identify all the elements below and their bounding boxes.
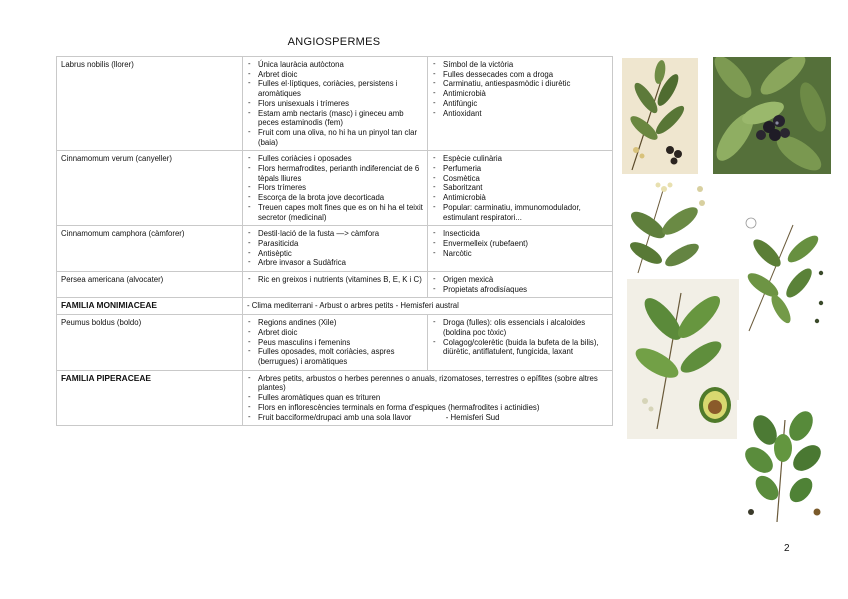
list-item: - Envermelleix (rubefaent) (432, 239, 608, 249)
family-piperaceae-last (247, 413, 608, 423)
species-traits-cell (243, 226, 428, 272)
family-piperaceae-list (247, 374, 608, 413)
list-item: - Antimicrobià (432, 89, 608, 99)
table-row (57, 151, 613, 226)
list-item: - Fulles aromàtiques quan es trituren (247, 393, 608, 403)
list-item: - Destil·lació de la fusta —> càmfora (247, 229, 423, 239)
peumus-uses-cell (428, 315, 613, 371)
table-row (57, 370, 613, 426)
list-item: - Perfumeria (432, 164, 608, 174)
peumus-traits-cell (243, 315, 428, 371)
list-item: - Antimicrobià (432, 193, 608, 203)
list-item: - Narcòtic (432, 249, 608, 259)
list-item: - Espècie culinària (432, 154, 608, 164)
peumus-uses-list (432, 318, 608, 357)
species-table-body (57, 57, 613, 298)
list-item: - Flors trímeres (247, 183, 423, 193)
list-item: - Flors unisexuals i trímeres (247, 99, 423, 109)
species-name: Cinnamomum camphora (càmforer) (57, 226, 243, 272)
table-row (57, 57, 613, 151)
family-monimiaceae-summary: - Clima mediterrani - Arbust o arbres petits - Hemisferi austral (243, 298, 613, 315)
list-item: - Colagog/colerètic (buida la bufeta de la bilis), diürètic, antiflatulent, fungicida, laxant (432, 338, 608, 357)
page-number: 2 (784, 543, 790, 554)
list-item: - Propietats afrodisíaques (432, 285, 608, 295)
list-item: - Carminatiu, antiespasmòdic i diurètic (432, 79, 608, 89)
species-name: Cinnamomum verum (canyeller) (57, 151, 243, 226)
laurel-illustration (622, 58, 698, 174)
list-item: - Popular: carminatiu, immunomodulador, estimulant respiratori... (432, 203, 608, 222)
list-item: - Peus masculins i femenins (247, 338, 423, 348)
families-table-body (57, 298, 613, 426)
camphor-illustration (737, 213, 833, 333)
list-item: - Fruit com una oliva, no hi ha un pinyol tan clar (baia) (247, 128, 423, 147)
species-traits-cell (243, 151, 428, 226)
table-row (57, 226, 613, 272)
species-name: Persea americana (alvocater) (57, 272, 243, 298)
list-item: - Única lauràcia autòctona (247, 60, 423, 70)
species-traits-list (247, 229, 423, 268)
table-row (57, 272, 613, 298)
list-item: - Símbol de la victòria (432, 60, 608, 70)
list-item: - Arbre invasor a Sudàfrica (247, 258, 423, 268)
list-item: - Treuen capes molt fines que es on hi ha el teixit secretor (medicinal) (247, 203, 423, 222)
list-item: - Arbret dioic (247, 70, 423, 80)
list-item: - Antisèptic (247, 249, 423, 259)
species-traits-list (247, 60, 423, 147)
species-table (56, 56, 613, 426)
species-name: Labrus nobilis (llorer) (57, 57, 243, 151)
list-item: - Flors en inflorescències terminals en forma d'espiques (hermafrodites i actinidies) (247, 403, 608, 413)
list-item: - Fulles oposades, molt coriàcies, aspres (berrugues) i aromàtiques (247, 347, 423, 366)
list-item: - Escorça de la brota jove decorticada (247, 193, 423, 203)
piperaceae-fruit: Fruit bacciforme/drupaci amb una sola llavor (258, 412, 412, 422)
family-piperaceae-cell (243, 370, 613, 426)
avocado-illustration (627, 279, 739, 439)
list-item: - Fulles coriàcies i oposades (247, 154, 423, 164)
species-uses-list (432, 275, 608, 294)
species-traits-list (247, 154, 423, 222)
list-item: - Origen mexicà (432, 275, 608, 285)
species-uses-list (432, 60, 608, 118)
family-piperaceae-name: FAMILIA PIPERACEAE (57, 370, 243, 426)
species-uses-cell (428, 272, 613, 298)
table-row (57, 298, 613, 315)
table-row (57, 315, 613, 371)
list-item: - Parasiticida (247, 239, 423, 249)
species-uses-cell (428, 57, 613, 151)
list-item: - Fulles el·líptiques, coriàcies, persistens i aromàtiques (247, 79, 423, 98)
list-item: - Ric en greixos i nutrients (vitamines B, E, K i C) (247, 275, 423, 285)
family-monimiaceae-name: FAMILIA MONIMIACEAE (57, 298, 243, 315)
species-uses-list (432, 229, 608, 258)
list-item: - Flors hermafrodites, perianth indiferenciat de 6 tèpals lliures (247, 164, 423, 183)
page-title: ANGIOSPERMES (287, 36, 381, 48)
list-item: - Droga (fulles): olis essencials i alcaloides (boldina poc tòxic) (432, 318, 608, 337)
list-item: - Saboritzant (432, 183, 608, 193)
list-item: - Antifúngic (432, 99, 608, 109)
list-item: - Fulles dessecades com a droga (432, 70, 608, 80)
list-item: - Regions andines (Xile) (247, 318, 423, 328)
cinnamon-illustration (624, 177, 710, 275)
peumus-name: Peumus boldus (boldo) (57, 315, 243, 371)
list-item: - Estam amb nectaris (masc) i gineceu amb peces estaminodis (fem) (247, 109, 423, 128)
list-item: - Insecticida (432, 229, 608, 239)
species-traits-cell (243, 57, 428, 151)
list-item: - Arbres petits, arbustos o herbes perennes o anuals, rizomatoses, terrestres o epífites (sobre altres plantes) (247, 374, 608, 393)
list-item: - Antioxidant (432, 109, 608, 119)
species-traits-cell (243, 272, 428, 298)
laurel-photo (713, 57, 831, 174)
list-item: - Cosmètica (432, 174, 608, 184)
piperaceae-region: - Hemisferi Sud (445, 412, 500, 422)
list-item (247, 413, 608, 423)
peumus-traits-list (247, 318, 423, 367)
boldo-illustration (737, 400, 831, 524)
species-uses-list (432, 154, 608, 222)
species-traits-list (247, 275, 423, 285)
species-uses-cell (428, 226, 613, 272)
species-uses-cell (428, 151, 613, 226)
list-item: - Arbret dioic (247, 328, 423, 338)
